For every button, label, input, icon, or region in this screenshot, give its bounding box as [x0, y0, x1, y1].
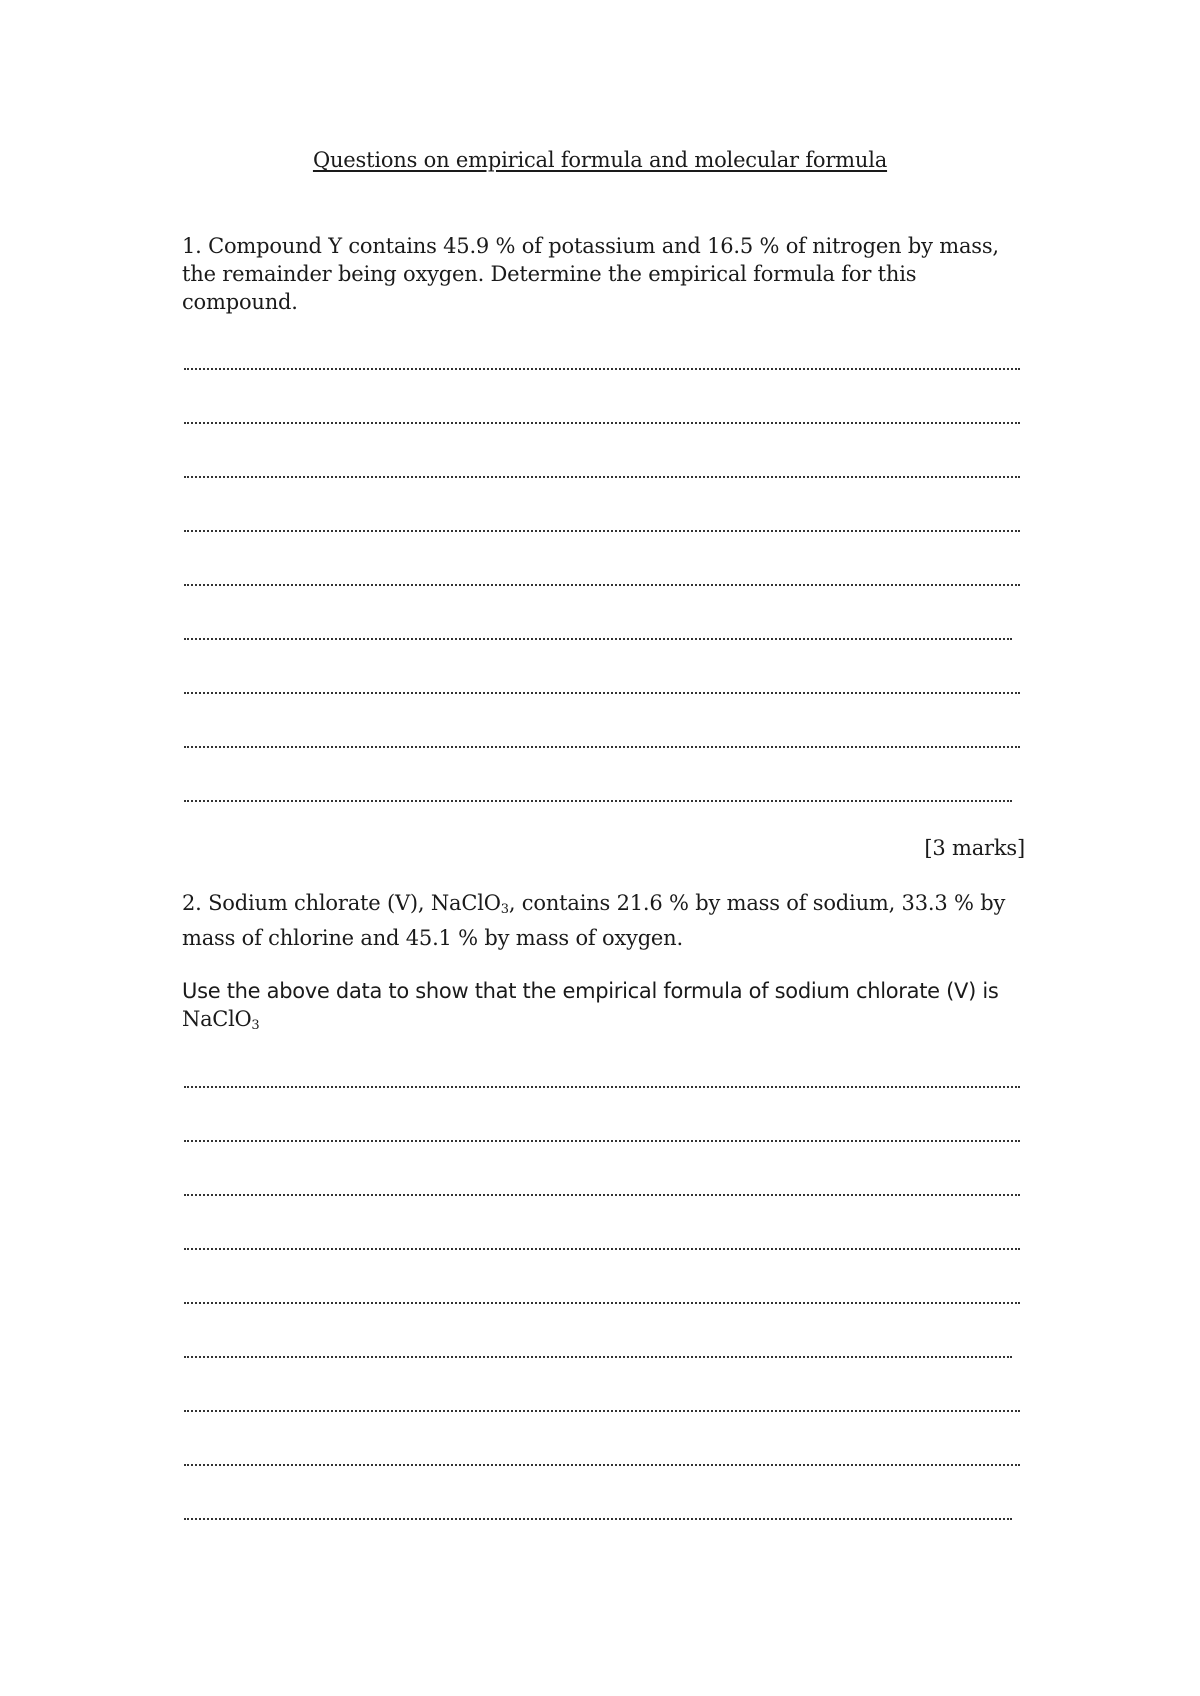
question-1 [182, 232, 1022, 316]
answer-line[interactable] [184, 1302, 1020, 1304]
answer-line[interactable] [184, 368, 1020, 370]
question-2-number: 2. [182, 891, 202, 915]
question-2-instruction-text: Use the above data to show that the empirical formula of sodium chlorate (V) is [182, 979, 999, 1003]
page-title: Questions on empirical formula and molecular formula [312, 148, 888, 172]
answer-line[interactable] [184, 476, 1020, 478]
answer-line[interactable] [184, 1140, 1020, 1142]
answer-line[interactable] [184, 422, 1020, 424]
question-1-number: 1. [182, 234, 202, 258]
answer-line[interactable] [184, 1464, 1020, 1466]
answer-line[interactable] [184, 1410, 1020, 1412]
answer-line[interactable] [184, 584, 1020, 586]
question-2-instruction [182, 977, 1022, 1040]
question-2-formula [182, 1007, 259, 1031]
question-2-text-after: , contains 21.6 % by mass of sodium, 33.3 % by mass of chlorine and 45.1 % by mass of oxygen. [182, 891, 1006, 950]
question-2-text-before: Sodium chlorate (V), NaClO [208, 891, 501, 915]
answer-line[interactable] [184, 1248, 1020, 1250]
answer-line[interactable] [184, 746, 1020, 748]
question-1-text: Compound Y contains 45.9 % of potassium and 16.5 % of nitrogen by mass, the remainder being oxygen. Determine the empirical formula for this compound. [182, 234, 999, 314]
answer-line[interactable] [184, 1518, 1012, 1520]
question-2 [182, 889, 1022, 952]
answer-line[interactable] [184, 1356, 1012, 1358]
answer-line[interactable] [184, 800, 1012, 802]
answer-line[interactable] [184, 638, 1012, 640]
answer-line[interactable] [184, 692, 1020, 694]
question-2-formula-subscript: 3 [251, 1018, 260, 1033]
question-2-formula-base: NaClO [182, 1007, 252, 1031]
answer-line[interactable] [184, 530, 1020, 532]
question-2-subscript: 3 [500, 902, 509, 917]
answer-line[interactable] [184, 1194, 1020, 1196]
answer-line[interactable] [184, 1086, 1020, 1088]
question-1-marks: [3 marks] [924, 836, 1025, 860]
